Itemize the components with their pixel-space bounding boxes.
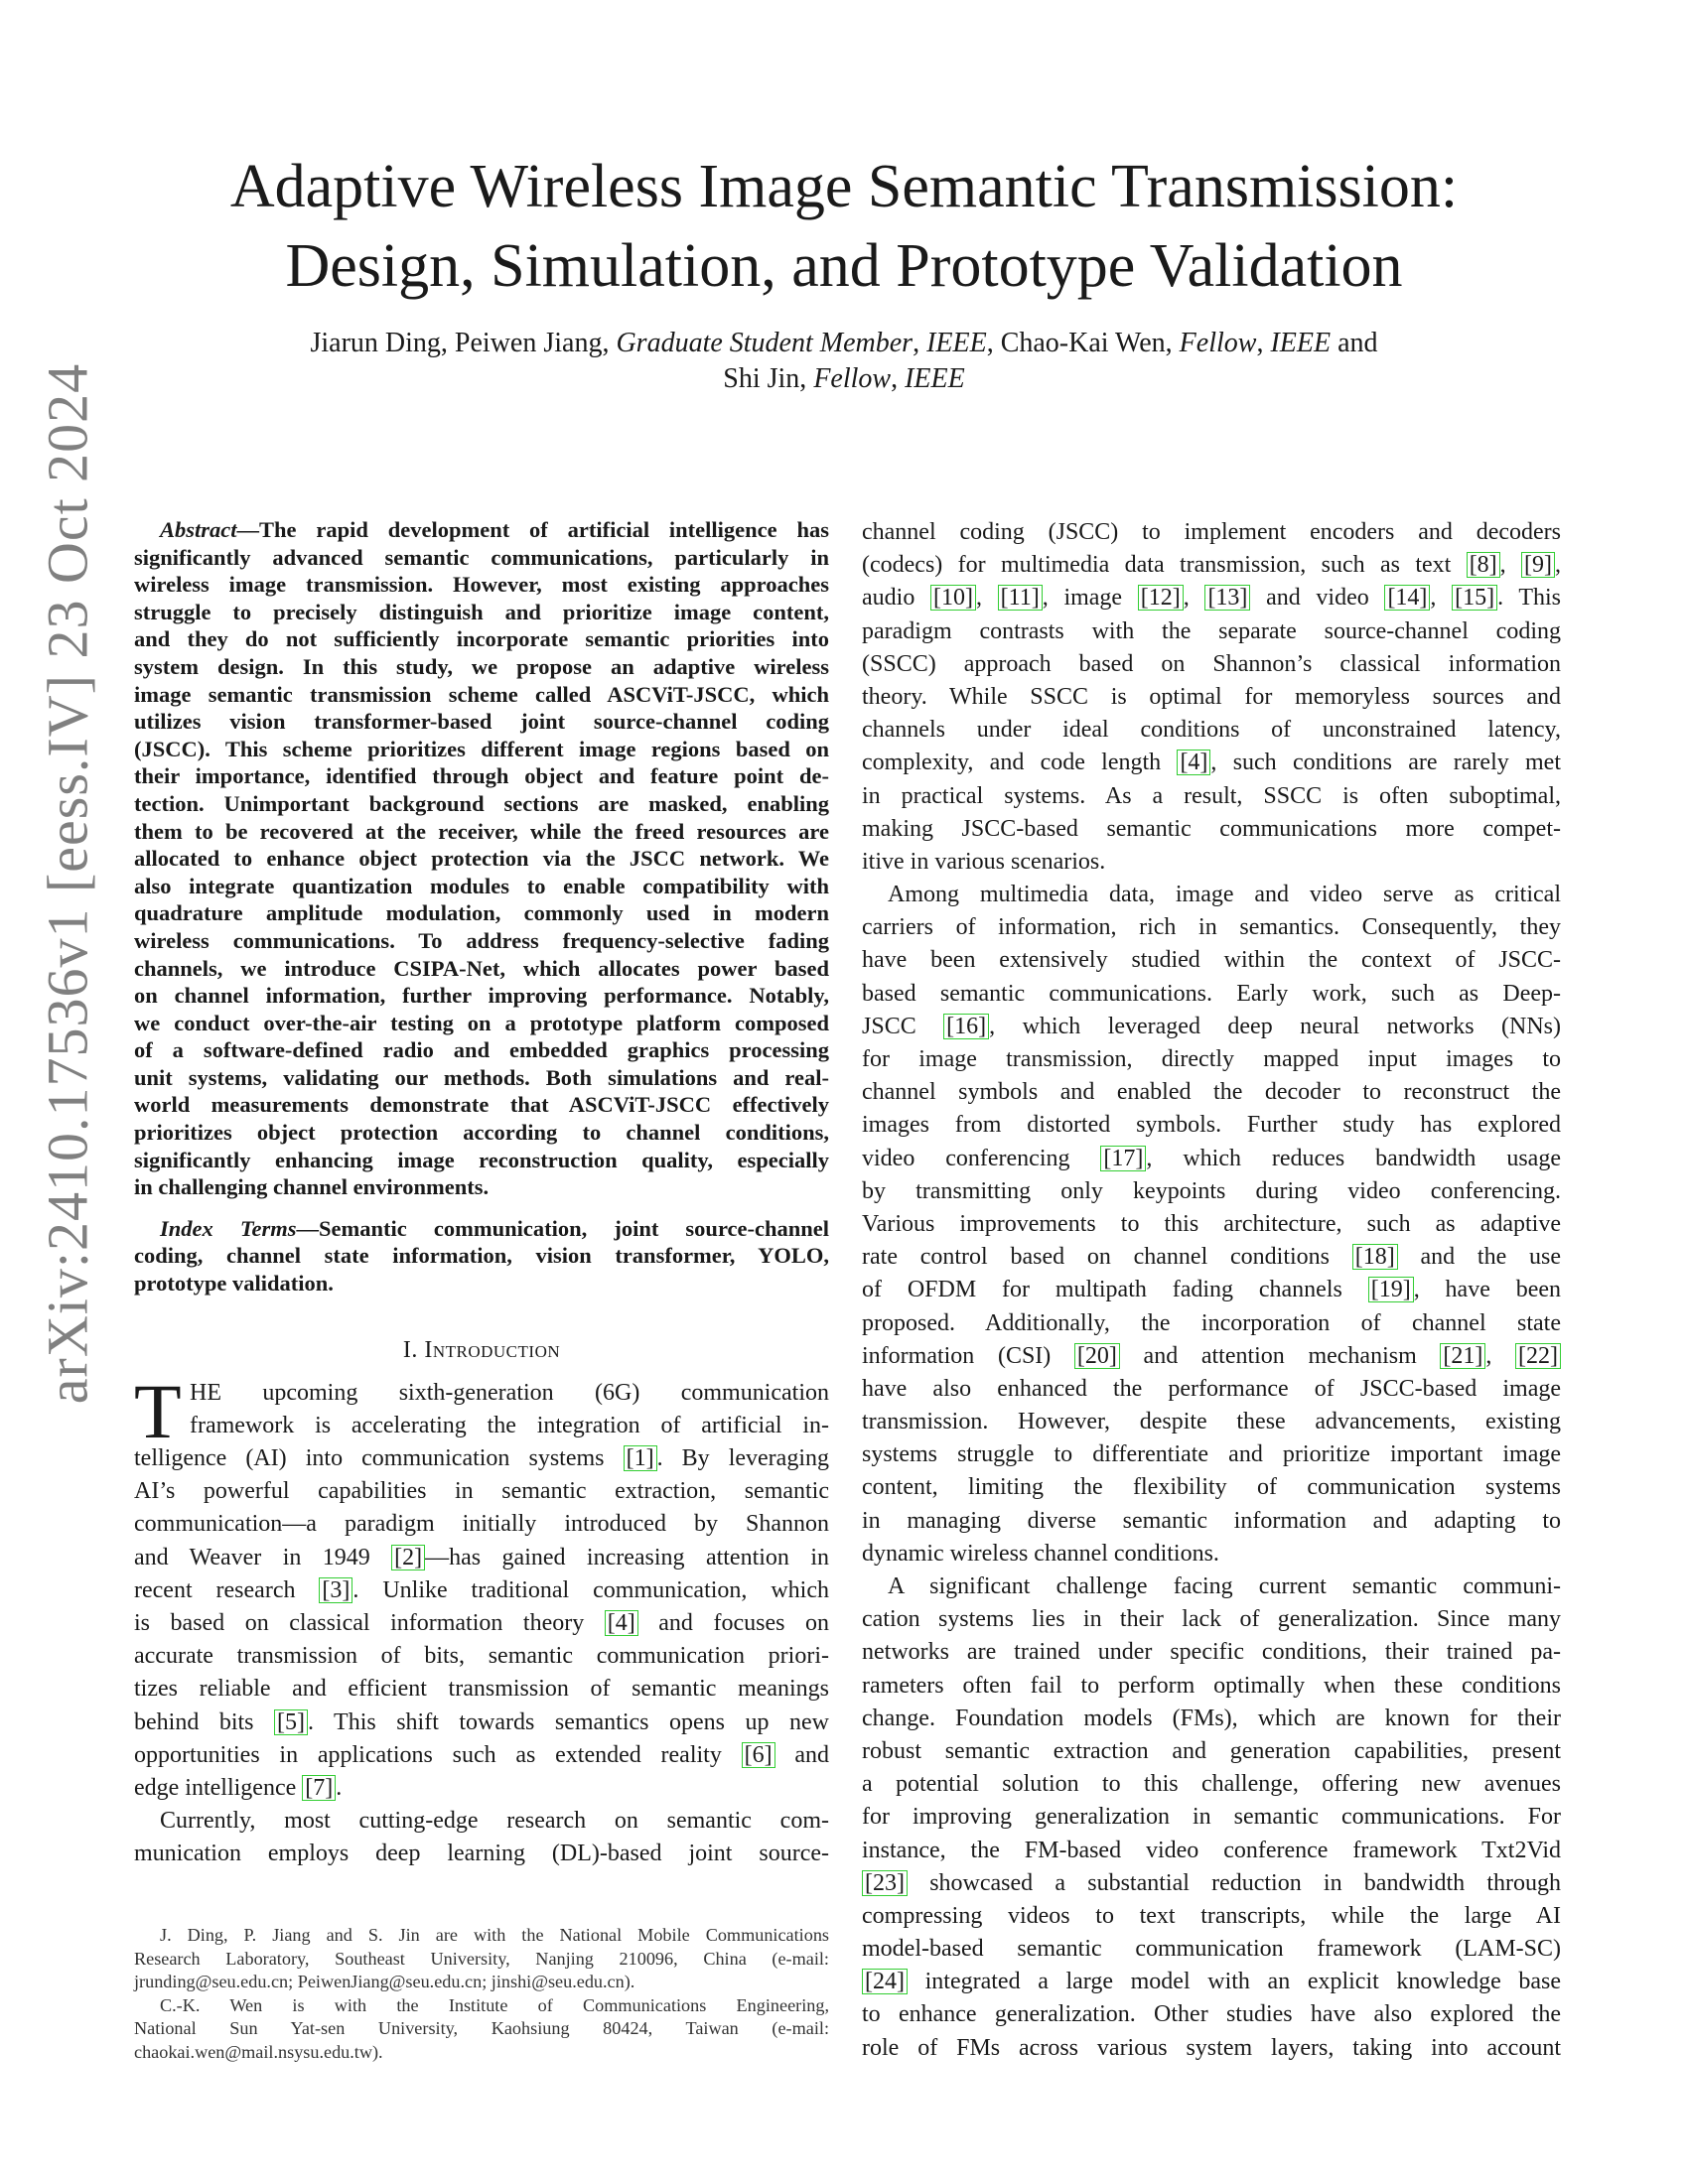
abstract-line: on channel information, further improving performance. Notably, [134,983,829,1009]
body-line: of OFDM for multipath fading channels [19] , have been [862,1277,1561,1303]
index-terms [134,1215,829,1297]
body-line: paradigm contrasts with the separate source-channel coding [862,617,1561,644]
abstract-line: wireless communications. To address frequency-selective fading [134,927,829,953]
citation-link[interactable]: [4] [1177,750,1210,775]
citation-link[interactable]: [5] [274,1709,308,1735]
intro-line: tizes reliable and efficient transmission of semantic meanings [134,1676,829,1703]
abstract-line: allocated to enhance object protection via the JSCC network. We [134,846,829,872]
intro-line: recent research [3] . Unlike traditional communication, which [134,1576,829,1603]
intro-line: AI’s powerful capabilities in semantic extraction, semantic [134,1478,829,1505]
abstract-line: of a software-defined radio and embedded graphics processing [134,1037,829,1063]
intro-line: telligence (AI) into communication systems [1] . By leveraging [134,1445,829,1471]
arxiv-sidebar-stamp [28,189,107,1578]
citation-link[interactable]: [6] [742,1742,775,1768]
intro-line: opportunities in applications such as extended reality [6] and [134,1741,829,1768]
abstract-line: wireless image transmission. However, most existing approaches [134,572,829,598]
right-column [862,516,1561,2065]
abstract [134,516,829,1201]
citation-link[interactable]: [20] [1074,1343,1120,1369]
abstract-line: them to be recovered at the receiver, while the freed resources are [134,818,829,844]
body-line: information (CSI) [20] and attention mechanism [21] , [22] [862,1340,1561,1373]
author-affiliation-title: IEEE [1270,328,1332,358]
body-line: (codecs) for multimedia data transmission, such as text [8] , [9] , [862,552,1562,579]
intro-line: framework is accelerating the integration of artificial in- [190,1412,829,1438]
body-line: networks are trained under specific conditions, their trained pa- [862,1639,1561,1666]
body-line: based semantic communications. Early work, such as Deep- [862,980,1561,1007]
citation-link[interactable]: [21] [1440,1343,1485,1369]
abstract-line: significantly enhancing image reconstruction quality, especially [134,1147,829,1172]
right-paragraph-3 [862,1570,1561,2065]
intro-line: accurate transmission of bits, semantic communication priori- [134,1643,829,1670]
citation-link[interactable]: [18] [1352,1244,1398,1270]
body-line: content, limiting the flexibility of communication systems [862,1474,1561,1501]
author-affiliation-title: IEEE [926,328,987,358]
right-paragraph-2 [862,879,1561,1570]
citation-link[interactable]: [4] [605,1610,638,1636]
intro-line: HE upcoming sixth-generation (6G) communication [190,1379,829,1406]
body-line: carriers of information, rich in semantics. Consequently, they [862,914,1561,941]
body-line: rameters often fail to perform optimally when these conditions [862,1672,1561,1699]
body-line: video conferencing [17] , which reduces bandwidth usage [862,1145,1561,1171]
citation-link[interactable]: [16] [943,1014,989,1039]
body-line: change. Foundation models (FMs), which are known for their [862,1705,1561,1731]
body-line: instance, the FM-based video conference framework Txt2Vid [862,1837,1561,1863]
intro-paragraph-1 [134,1367,829,1805]
abstract-line: quadrature amplitude modulation, commonly used in modern [134,900,829,926]
footnote-item [134,1994,829,2065]
body-line: audio [10] , [11] , image [12] , [13] and video [14] , [15] . This [862,585,1562,612]
abstract-line: we conduct over-the-air testing on a prototype platform composed [134,1010,829,1035]
citation-link[interactable]: [1] [624,1445,657,1471]
body-line: role of FMs across various system layers, taking into account [862,2034,1561,2061]
section-name: Introduction [424,1336,561,1363]
index-terms-label: Index Terms [160,1215,297,1241]
dropcap-lines [134,1367,829,1454]
body-line: a potential solution to this challenge, offering new avenues [862,1771,1561,1798]
abstract-line: unit systems, validating our methods. Both simulations and real- [134,1064,829,1090]
abstract-label: Abstract [160,517,237,542]
author-list [139,326,1549,397]
author-line: Jiarun Ding, Peiwen Jiang, Graduate Student Member, IEEE, Chao-Kai Wen, Fellow, IEEE and [310,328,1378,358]
footnote-line: C.-K. Wen is with the Institute of Communications Engineering, [160,1994,829,2015]
index-terms-line: Index Terms—Semantic communication, joint source-channel [160,1215,829,1241]
body-line: by transmitting only keypoints during video conferencing. [862,1177,1561,1204]
body-line: A significant challenge facing current semantic communi- [888,1573,1561,1599]
paper-title [99,147,1589,306]
intro-line: and Weaver in 1949 [2] —has gained increasing attention in [134,1544,829,1570]
abstract-line: their importance, identified through object and feature point de- [134,763,829,789]
body-line: [23] showcased a substantial reduction in bandwidth through [862,1867,1561,1900]
abstract-line: significantly advanced semantic communications, particularly in [134,544,829,570]
body-line: systems struggle to differentiate and prioritize important image [862,1441,1561,1468]
abstract-line: system design. In this study, we propose an adaptive wireless [134,653,829,679]
citation-link[interactable]: [17] [1100,1146,1146,1171]
intro-line: edge intelligence [7] . [134,1774,343,1801]
intro-line: behind bits [5] . This shift towards semantics opens up new [134,1708,829,1735]
body-line: in practical systems. As a result, SSCC is often suboptimal, [862,782,1561,809]
footnote-line: Research Laboratory, Southeast University, Nanjing 210096, China (e-mail: [134,1948,829,1969]
body-line: rate control based on channel conditions [18] and the use [862,1244,1561,1271]
body-line: robust semantic extraction and generation capabilities, present [862,1737,1561,1764]
citation-link[interactable]: [3] [319,1577,352,1603]
author-line: Shi Jin, Fellow, IEEE [723,363,965,394]
body-line: have been extensively studied within the context of JSCC- [862,947,1561,974]
citation-link[interactable]: [13] [1204,585,1250,611]
body-line: dynamic wireless channel conditions. [862,1540,1219,1567]
body-line: images from distorted symbols. Further study has explored [862,1112,1561,1139]
body-line: making JSCC-based semantic communications more compet- [862,815,1561,842]
citation-link[interactable]: [15] [1452,585,1497,611]
body-line: theory. While SSCC is optimal for memoryless sources and [862,683,1561,710]
intro-line: munication employs deep learning (DL)-based joint source- [134,1841,829,1867]
section-numeral: I. [402,1336,418,1363]
author-affiliation-title: Graduate Student Member [616,328,914,358]
intro-paragraph-2 [134,1805,829,1870]
body-line: channel coding (JSCC) to implement encoders and decoders [862,519,1561,545]
citation-link[interactable]: [23] [862,1870,908,1896]
arxiv-identifier: arXiv:2410.17536v1 [eess.IV] 23 Oct 2024 [35,362,100,1405]
abstract-line: also integrate quantization modules to enable compatibility with [134,873,829,898]
citation-link[interactable]: [24] [862,1969,908,1994]
footnote-line: J. Ding, P. Jiang and S. Jin are with the National Mobile Communications [160,1925,829,1945]
abstract-line: Abstract—The rapid development of artificial intelligence has [160,517,829,542]
body-line: Among multimedia data, image and video serve as critical [888,882,1561,908]
footnotes [134,1924,829,2065]
citation-link[interactable]: [12] [1138,585,1184,611]
body-line: complexity, and code length [4] , such conditions are rarely met [862,750,1561,776]
body-line: compressing videos to text transcripts, while the large AI [862,1902,1561,1929]
drop-cap: T [134,1367,182,1454]
abstract-line: channels, we introduce CSIPA-Net, which allocates power based [134,955,829,981]
footnote-line: National Sun Yat-sen University, Kaohsiung 80424, Taiwan (e-mail: [134,2018,829,2039]
citation-link[interactable]: [11] [998,585,1043,611]
body-line: (SSCC) approach based on Shannon’s classical information [862,650,1561,677]
abstract-line: (JSCC). This scheme prioritizes different image regions based on [134,736,829,761]
abstract-line: prioritizes object protection according to channel conditions, [134,1120,829,1146]
body-line: [24] integrated a large model with an explicit knowledge base [862,1966,1561,1998]
abstract-line: tection. Unimportant background sections are masked, enabling [134,790,829,816]
intro-line: is based on classical information theory [4] and focuses on [134,1609,829,1636]
abstract-line: image semantic transmission scheme called ASCViT-JSCC, which [134,681,829,707]
body-line: channels under ideal conditions of unconstrained latency, [862,717,1561,744]
citation-link[interactable]: [14] [1384,585,1430,611]
citation-link[interactable]: [7] [302,1775,336,1801]
intro-lines [134,1442,829,1805]
footnote-item [134,1924,829,1994]
intro-line: Currently, most cutting-edge research on semantic com- [160,1808,829,1835]
body-line: transmission. However, despite these advancements, existing [862,1409,1561,1435]
citation-link[interactable]: [22] [1515,1343,1561,1369]
index-terms-line: prototype validation. [134,1271,334,1297]
body-line: itive in various scenarios. [862,848,1106,875]
body-line: for image transmission, directly mapped input images to [862,1046,1561,1072]
left-column [134,516,829,1870]
author-affiliation-title: IEEE [905,363,965,394]
intro-line: communication—a paradigm initially introduced by Shannon [134,1511,829,1538]
body-line: proposed. Additionally, the incorporation of channel state [862,1309,1561,1336]
citation-link[interactable]: [8] [1467,552,1500,578]
author-affiliation-title: Fellow [1179,328,1257,358]
body-line: for improving generalization in semantic communications. For [862,1804,1561,1831]
citation-link[interactable]: [2] [391,1545,425,1570]
title-line: Design, Simulation, and Prototype Validation [285,232,1403,300]
author-affiliation-title: Fellow [813,363,892,394]
citation-link[interactable]: [10] [930,585,976,611]
footnote-line: chaokai.wen@mail.nsysu.edu.tw). [134,2041,383,2062]
body-line: to enhance generalization. Other studies have also explored the [862,2001,1561,2028]
citation-link[interactable]: [19] [1368,1277,1414,1302]
abstract-line: in challenging channel environments. [134,1174,490,1200]
abstract-line: and they do not sufficiently incorporate semantic priorities into [134,626,829,652]
body-line: in managing diverse semantic information and adapting to [862,1507,1561,1534]
body-line: have also enhanced the performance of JSCC-based image [862,1375,1561,1402]
body-line: cation systems lies in their lack of generalization. Since many [862,1606,1561,1633]
abstract-line: struggle to precisely distinguish and prioritize image content, [134,599,829,624]
footnote-line: jrunding@seu.edu.cn; PeiwenJiang@seu.edu.cn; jinshi@seu.edu.cn). [134,1972,635,1992]
section-heading-introduction [134,1333,829,1367]
index-terms-line: coding, channel state information, vision transformer, YOLO, [134,1243,829,1269]
title-line: Adaptive Wireless Image Semantic Transmission: [229,153,1459,220]
body-line: JSCC [16] , which leveraged deep neural networks (NNs) [862,1013,1561,1039]
abstract-line: utilizes vision transformer-based joint source-channel coding [134,709,829,735]
body-line: model-based semantic communication framework (LAM-SC) [862,1936,1561,1963]
abstract-line: world measurements demonstrate that ASCViT-JSCC effectively [134,1092,829,1118]
right-paragraph-1 [862,516,1561,879]
body-line: channel symbols and enabled the decoder to reconstruct the [862,1079,1561,1106]
body-line: Various improvements to this architecture, such as adaptive [862,1210,1561,1237]
citation-link[interactable]: [9] [1521,552,1555,578]
